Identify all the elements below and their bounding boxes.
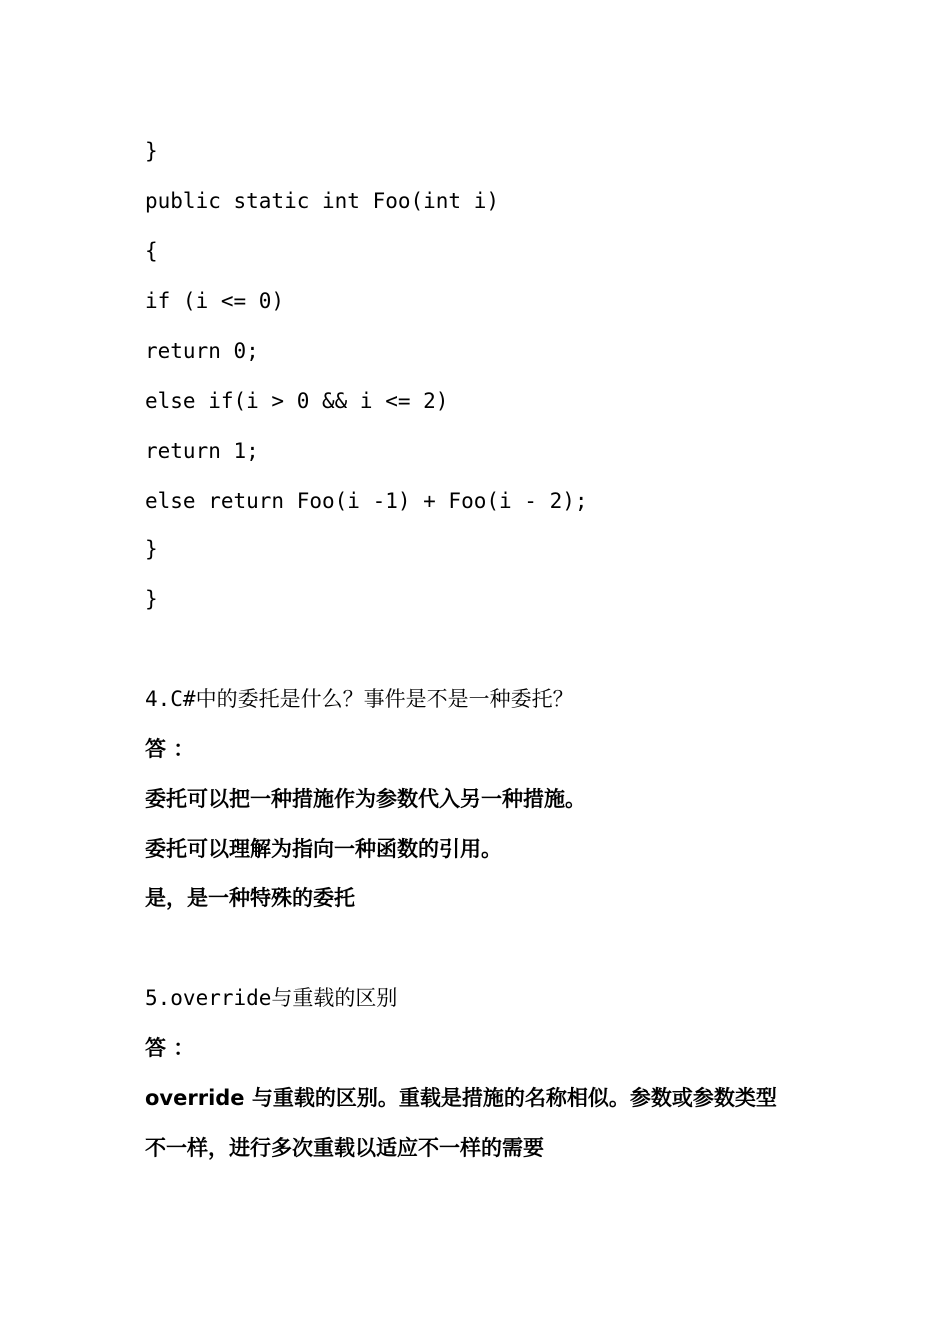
code-line: else if(i > 0 && i <= 2) — [145, 389, 449, 413]
answer-text: 委托可以理解为指向一种函数的引用。 — [145, 837, 502, 861]
answer-text: 是，是一种特殊的委托 — [145, 886, 355, 910]
question-heading: 5.override与重载的区别 — [145, 986, 398, 1010]
answer-label: 答 ： — [145, 1036, 195, 1060]
code-line: { — [145, 239, 158, 263]
code-line: return 0; — [145, 339, 259, 363]
question-heading: 4.C#中的委托是什么？事件是不是一种委托？ — [145, 687, 574, 711]
code-line: public static int Foo(int i) — [145, 189, 500, 213]
code-line: } — [145, 537, 158, 561]
code-line: else return Foo(i -1) + Foo(i - 2); — [145, 489, 588, 513]
answer-text: 委托可以把一种措施作为参数代入另一种措施。 — [145, 787, 586, 811]
code-line: } — [145, 587, 158, 611]
answer-text: 不一样，进行多次重载以适应不一样的需要 — [145, 1136, 544, 1160]
answer-text: override 与重载的区别。重载是措施的名称相似。参数或参数类型 — [145, 1086, 777, 1110]
code-line: if (i <= 0) — [145, 289, 285, 313]
code-line: } — [145, 139, 158, 163]
code-line: return 1; — [145, 439, 259, 463]
answer-label: 答 ： — [145, 737, 195, 761]
